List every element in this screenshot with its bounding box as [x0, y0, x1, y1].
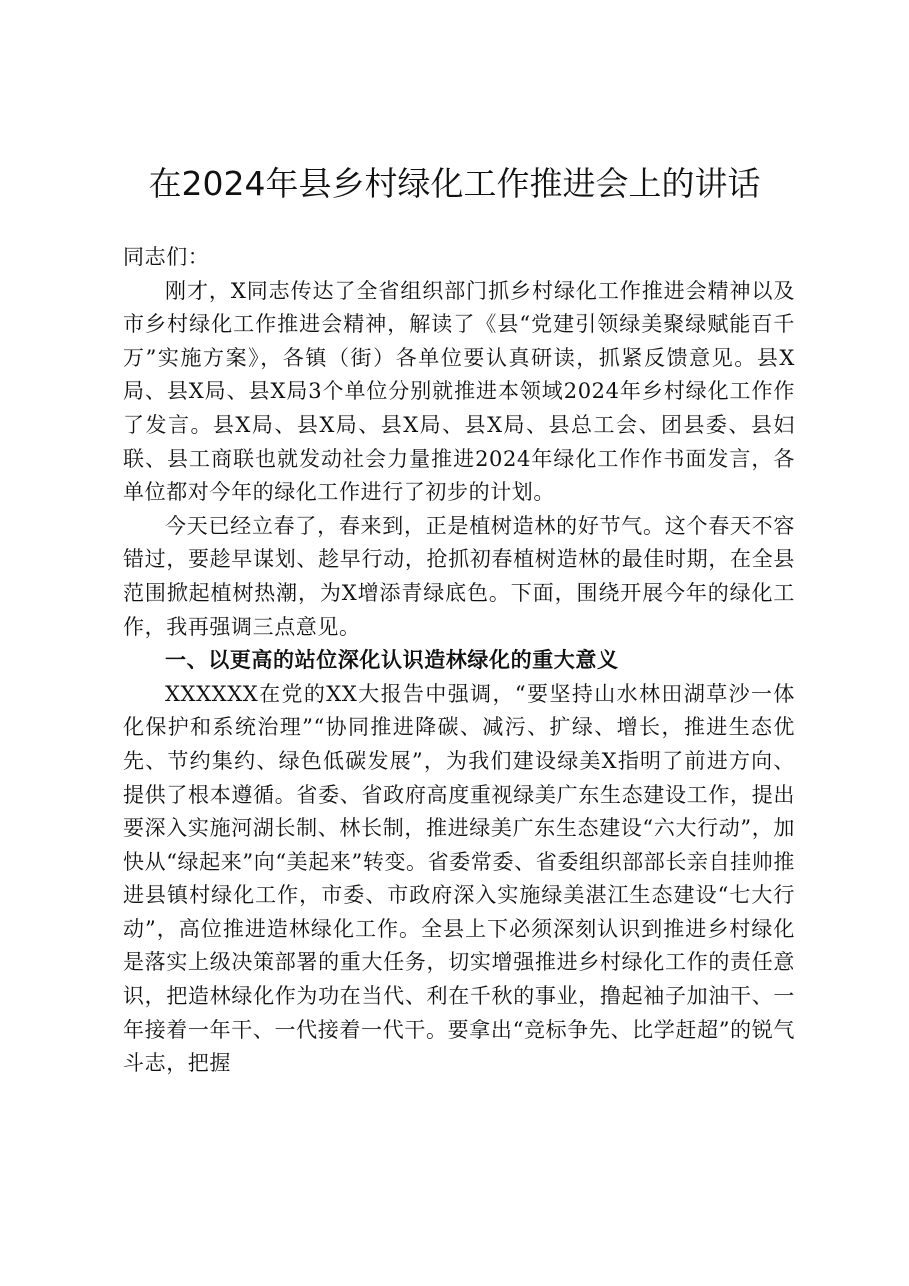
document-title: 在2024年县乡村绿化工作推进会上的讲话: [148, 164, 761, 203]
section-heading-1: 一、以更高的站位深化认识造林绿化的重大意义: [165, 648, 619, 673]
document-body: [123, 241, 795, 1081]
salutation: 同志们：: [123, 245, 210, 269]
paragraph-opening: 刚才，X同志传达了全省组织部门抓乡村绿化工作推进会精神以及市乡村绿化工作推进会精神，解读了《县“党建引领绿美聚绿赋能百千万”实施方案》，各镇（街）各单位要认真研读，抓紧反馈意见。县X局、县X局、县X局3个单位分别就推进本领域2024年乡村绿化工作作了发言。县X局、县X局、县X局、县X局、县总工会、团县委、县妇联、县工商联也就发动社会力量推进2024年绿化工作作书面发言，各单位都对今年的绿化工作进行了初步的计划。: [123, 278, 795, 505]
paragraph-spring: 今天已经立春了，春来到，正是植树造林的好节气。这个春天不容错过，要趁早谋划、趁早行动，抢抓初春植树造林的最佳时期，在全县范围掀起植树热潮，为X增添青绿底色。下面，围绕开展今年的绿化工作，我再强调三点意见。: [123, 513, 795, 639]
paragraph-section-1: XXXXXX在党的XX大报告中强调，“要坚持山水林田湖草沙一体化保护和系统治理”“协同推进降碳、减污、扩绿、增长，推进生态优先、节约集约、绿色低碳发展”，为我们建设绿美X指明了前进方向、提供了根本遵循。省委、省政府高度重视绿美广东生态建设工作，提出要深入实施河湖长制、林长制，推进绿美广东生态建设“六大行动”，加快从“绿起来”向“美起来”转变。省委常委、省委组织部部长亲自挂帅推进县镇村绿化工作，市委、市政府深入实施绿美湛江生态建设“七大行动”，高位推进造林绿化工作。全县上下必须深刻认识到推进乡村绿化是落实上级决策部署的重大任务，切实增强推进乡村绿化工作的责任意识，把造林绿化作为功在当代、利在千秋的事业，撸起袖子加油干、一年接着一年干、一代接着一代干。要拿出“竞标争先、比学赶超”的锐气斗志，把握: [123, 681, 795, 1076]
